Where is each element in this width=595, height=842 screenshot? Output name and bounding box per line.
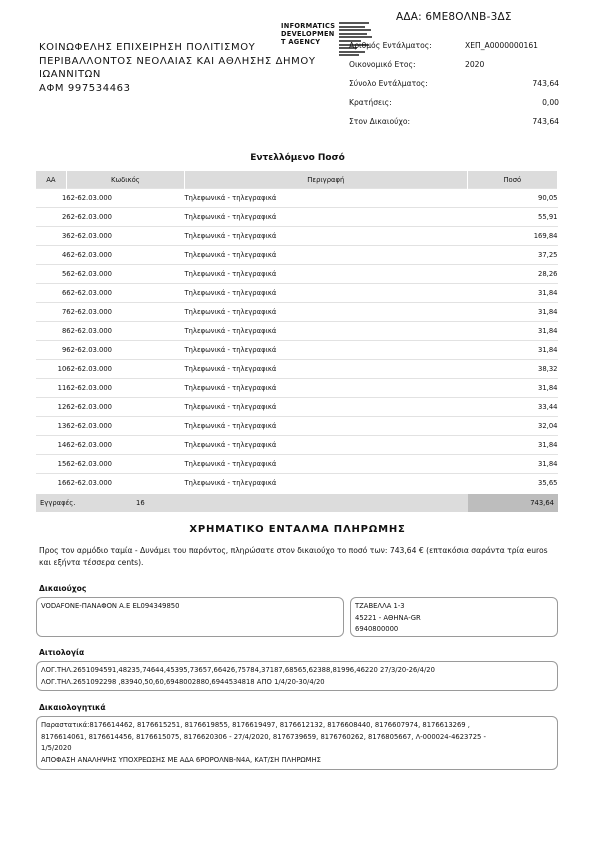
amounts-table xyxy=(36,171,558,492)
ada-code: ΑΔΑ: 6ΜΕ8ΟΛΝΒ-3ΔΣ xyxy=(396,11,512,23)
records-count: 16 xyxy=(136,499,145,507)
address-line: 6940800000 xyxy=(355,625,399,633)
row-number: 14 xyxy=(36,436,66,455)
row-amount: 31,84 xyxy=(467,379,557,398)
row-description: Τηλεφωνικά - τηλεγραφικά xyxy=(184,417,467,436)
table-row xyxy=(36,360,558,379)
table-row xyxy=(36,417,558,436)
agency-logo xyxy=(281,22,343,52)
row-number: 7 xyxy=(36,303,66,322)
row-description: Τηλεφωνικά - τηλεγραφικά xyxy=(184,398,467,417)
row-description: Τηλεφωνικά - τηλεγραφικά xyxy=(184,436,467,455)
table-row xyxy=(36,341,558,360)
row-number: 15 xyxy=(36,455,66,474)
row-amount: 31,84 xyxy=(467,341,557,360)
logo-line: DEVELOPMEN xyxy=(281,30,335,38)
table-body xyxy=(36,189,558,493)
table-row xyxy=(36,246,558,265)
row-code: 62-62.03.000 xyxy=(66,322,184,341)
table-footer xyxy=(36,494,558,512)
row-number: 2 xyxy=(36,208,66,227)
row-code: 62-62.03.000 xyxy=(66,265,184,284)
justification-line: ΛΟΓ.ΤΗΛ.2651092298 ,83940,50,60,6948002880,6944534818 ΑΠΟ 1/4/20-30/4/20 xyxy=(41,677,325,686)
documents-title: Δικαιολογητικά xyxy=(39,703,106,712)
documents-line: Παραστατικά:8176614462, 8176615251, 8176619855, 8176619497, 8176612132, 8176608440, 8176607974, 8176613269 , xyxy=(41,721,470,729)
info-label: Οικονομικό Ετος: xyxy=(349,60,416,69)
row-code: 62-62.03.000 xyxy=(66,208,184,227)
documents-line: 1/5/2020 xyxy=(41,744,72,752)
row-description: Τηλεφωνικά - τηλεγραφικά xyxy=(184,265,467,284)
row-amount: 90,05 xyxy=(467,189,557,208)
row-amount: 31,84 xyxy=(467,455,557,474)
table-row xyxy=(36,436,558,455)
row-amount: 31,84 xyxy=(467,322,557,341)
row-description: Τηλεφωνικά - τηλεγραφικά xyxy=(184,284,467,303)
info-label: Στον Δικαιούχο: xyxy=(349,117,411,126)
row-number: 11 xyxy=(36,379,66,398)
address-line: 45221 - ΑΘΗΝΑ-GR xyxy=(355,613,421,622)
row-number: 13 xyxy=(36,417,66,436)
table-row xyxy=(36,303,558,322)
row-number: 9 xyxy=(36,341,66,360)
row-description: Τηλεφωνικά - τηλεγραφικά xyxy=(184,322,467,341)
warrant-info xyxy=(349,41,559,136)
table-row xyxy=(36,398,558,417)
table-row xyxy=(36,379,558,398)
row-amount: 169,84 xyxy=(467,227,557,246)
table-row xyxy=(36,227,558,246)
row-number: 6 xyxy=(36,284,66,303)
row-amount: 33,44 xyxy=(467,398,557,417)
row-code: 62-62.03.000 xyxy=(66,246,184,265)
beneficiary-name: VODAFONE-ΠΑΝΑΦΟΝ Α.Ε EL094349850 xyxy=(41,602,180,610)
records-label: Εγγραφές. xyxy=(40,499,76,507)
row-description: Τηλεφωνικά - τηλεγραφικά xyxy=(184,360,467,379)
column-header-aa: ΑΑ xyxy=(36,171,66,189)
documents-box xyxy=(36,716,558,770)
column-header-description: Περιγραφή xyxy=(184,171,467,189)
info-value: 2020 xyxy=(465,60,485,69)
justification-title: Αιτιολογία xyxy=(39,648,85,657)
row-number: 5 xyxy=(36,265,66,284)
row-code: 62-62.03.000 xyxy=(66,398,184,417)
justification-line: ΛΟΓ.ΤΗΛ.2651094591,48235,74644,45395,73657,66426,75784,37187,68565,62388,81996,46220 27/3/20-26/4/20 xyxy=(41,666,435,674)
row-amount: 32,04 xyxy=(467,417,557,436)
info-row-number xyxy=(349,41,559,60)
row-description: Τηλεφωνικά - τηλεγραφικά xyxy=(184,227,467,246)
payment-order-text: Προς τον αρμόδιο ταμία - Δυνάμει του παρόντος, πληρώσατε στον δικαιούχο το ποσό των: 743,64 € (επτακόσια σαράντα τρία euros και εξήντα τέσσερα cents). xyxy=(39,546,548,567)
row-code: 62-62.03.000 xyxy=(66,436,184,455)
info-value: 743,64 xyxy=(532,79,559,88)
row-code: 62-62.03.000 xyxy=(66,189,184,208)
row-code: 62-62.03.000 xyxy=(66,303,184,322)
documents-line: ΑΠΟΦΑΣΗ ΑΝΑΛΗΨΗΣ ΥΠΟΧΡΕΩΣΗΣ ΜΕ ΑΔΑ 6ΡΟΡΟΛΝΒ-Ν4Α, ΚΑΤ/ΣΗ ΠΛΗΡΩΜΗΣ xyxy=(41,755,321,764)
address-line: ΤΖΑΒΕΛΛΑ 1-3 xyxy=(355,602,405,610)
row-description: Τηλεφωνικά - τηλεγραφικά xyxy=(184,208,467,227)
row-description: Τηλεφωνικά - τηλεγραφικά xyxy=(184,455,467,474)
logo-line: INFORMATICS xyxy=(281,22,336,30)
row-code: 62-62.03.000 xyxy=(66,455,184,474)
table-row xyxy=(36,474,558,493)
row-description: Τηλεφωνικά - τηλεγραφικά xyxy=(184,341,467,360)
table-row xyxy=(36,265,558,284)
info-row-total xyxy=(349,79,559,98)
justification-box xyxy=(36,661,558,691)
total-amount-cell xyxy=(468,494,558,512)
row-number: 10 xyxy=(36,360,66,379)
row-number: 4 xyxy=(36,246,66,265)
info-row-deductions xyxy=(349,98,559,117)
column-header-code: Κωδικός xyxy=(66,171,184,189)
row-description: Τηλεφωνικά - τηλεγραφικά xyxy=(184,189,467,208)
row-amount: 31,84 xyxy=(467,436,557,455)
row-amount: 28,26 xyxy=(467,265,557,284)
table-row xyxy=(36,189,558,208)
table-header-row xyxy=(36,171,558,189)
beneficiary-address-box xyxy=(350,597,558,637)
table-row xyxy=(36,284,558,303)
info-row-beneficiary-amount xyxy=(349,117,559,136)
beneficiary-title: Δικαιούχος xyxy=(39,584,87,593)
info-label: Σύνολο Εντάλματος: xyxy=(349,79,428,88)
amounts-title: Εντελλόμενο Ποσό xyxy=(250,153,345,163)
row-amount: 55,91 xyxy=(467,208,557,227)
row-amount: 31,84 xyxy=(467,303,557,322)
org-vat-number: ΑΦΜ 997534463 xyxy=(39,82,131,94)
row-code: 62-62.03.000 xyxy=(66,474,184,493)
row-description: Τηλεφωνικά - τηλεγραφικά xyxy=(184,303,467,322)
row-description: Τηλεφωνικά - τηλεγραφικά xyxy=(184,246,467,265)
row-number: 3 xyxy=(36,227,66,246)
row-code: 62-62.03.000 xyxy=(66,227,184,246)
row-number: 12 xyxy=(36,398,66,417)
info-label: Αριθμός Εντάλματος: xyxy=(349,41,432,50)
row-code: 62-62.03.000 xyxy=(66,284,184,303)
row-amount: 37,25 xyxy=(467,246,557,265)
total-amount: 743,64 xyxy=(530,499,554,507)
row-amount: 38,32 xyxy=(467,360,557,379)
info-row-year xyxy=(349,60,559,79)
info-value: 743,64 xyxy=(532,117,559,126)
row-code: 62-62.03.000 xyxy=(66,360,184,379)
row-description: Τηλεφωνικά - τηλεγραφικά xyxy=(184,379,467,398)
table-row xyxy=(36,322,558,341)
row-number: 8 xyxy=(36,322,66,341)
org-line: ΙΩΑΝΝΙΤΩΝ xyxy=(39,69,101,80)
row-code: 62-62.03.000 xyxy=(66,379,184,398)
column-header-amount: Ποσό xyxy=(467,171,557,189)
row-amount: 35,65 xyxy=(467,474,557,493)
documents-line: 8176614061, 8176614456, 8176615075, 8176620306 - 27/4/2020, 8176739659, 8176760262, 8176805667, Λ-000024-4623725 - xyxy=(41,732,486,741)
org-line: ΠΕΡΙΒΑΛΛΟΝΤΟΣ ΝΕΟΛΑΙΑΣ ΚΑΙ ΑΘΛΗΣΗΣ ΔΗΜΟΥ xyxy=(39,55,316,67)
info-value: 0,00 xyxy=(542,98,559,107)
payment-order-title: ΧΡΗΜΑΤΙΚΟ ΕΝΤΑΛΜΑ ΠΛΗΡΩΜΗΣ xyxy=(189,524,406,535)
row-number: 1 xyxy=(36,189,66,208)
row-amount: 31,84 xyxy=(467,284,557,303)
info-label: Κρατήσεις: xyxy=(349,98,392,107)
row-number: 16 xyxy=(36,474,66,493)
row-code: 62-62.03.000 xyxy=(66,341,184,360)
beneficiary-name-box xyxy=(36,597,344,637)
info-value: ΧΕΠ_Α0000000161 xyxy=(465,41,539,50)
row-code: 62-62.03.000 xyxy=(66,417,184,436)
org-line: ΚΟΙΝΩΦΕΛΗΣ ΕΠΙΧΕΙΡΗΣΗ ΠΟΛΙΤΙΣΜΟΥ xyxy=(39,42,256,53)
table-row xyxy=(36,455,558,474)
row-description: Τηλεφωνικά - τηλεγραφικά xyxy=(184,474,467,493)
table-row xyxy=(36,208,558,227)
logo-line: T AGENCY xyxy=(281,38,321,46)
